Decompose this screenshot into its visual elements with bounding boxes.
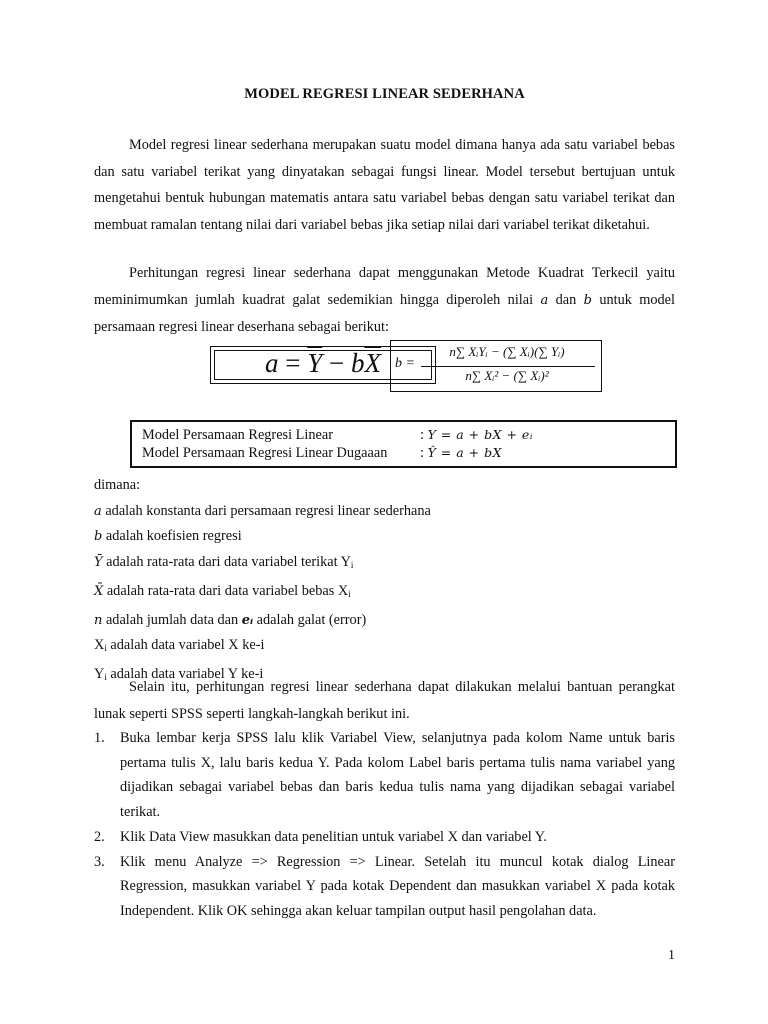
formula-a-ybar: $\overline{Y}$ bbox=[307, 348, 323, 378]
definitions-heading: dimana: bbox=[94, 477, 141, 493]
definition-text: adalah jumlah data dan bbox=[102, 611, 242, 628]
var-b: b bbox=[583, 292, 592, 308]
definition-text: adalah galat (error) bbox=[253, 611, 367, 628]
model-equation: Ŷ = a + bX bbox=[427, 445, 503, 460]
formula-a-b: b bbox=[351, 348, 365, 378]
formula-slope-lhs: b = bbox=[395, 356, 415, 371]
paragraph-intro-text: Model regresi linear sederhana merupakan suatu model dimana hanya ada satu variabel bebas dan satu variabel terikat yang dinyatakan sebagai fungsi linear. Model tersebut bertujuan untuk mengetahui bentuk hubungan matematis antara satu variabel bebas dengan satu variabel terikat dan membuat ramalan tentang nilai dari variabel bebas jika setiap nilai dari variabel terikat diketahui. bbox=[94, 137, 675, 233]
definition-symbol: Ȳ bbox=[94, 555, 103, 571]
paragraph-method-and: dan bbox=[555, 291, 577, 308]
definition-item bbox=[94, 499, 675, 525]
paragraph-method bbox=[94, 260, 675, 341]
model-separator: : bbox=[420, 445, 424, 461]
definition-symbol: n bbox=[94, 612, 103, 628]
formula-a-lhs: a bbox=[265, 348, 279, 378]
formula-a-minus: − bbox=[322, 348, 351, 378]
definition-text: adalah koefisien regresi bbox=[102, 528, 242, 545]
definition-text: adalah konstanta dari persamaan regresi linear sederhana bbox=[101, 502, 431, 519]
model-separator: : bbox=[420, 427, 424, 443]
list-item bbox=[94, 726, 675, 825]
definition-item bbox=[94, 608, 675, 634]
list-item-number: 3. bbox=[94, 853, 105, 870]
definition-symbol: eᵢ bbox=[241, 612, 254, 628]
definition-list bbox=[94, 473, 675, 691]
paragraph-spss-text: Selain itu, perhitungan regresi linear sederhana dapat dilakukan melalui bantuan perangkat lunak seperti SPSS seperti langkah-langkah berikut ini. bbox=[94, 679, 675, 722]
definition-symbol: b bbox=[94, 529, 103, 545]
list-item-text: Buka lembar kerja SPSS lalu klik Variabel View, selanjutnya pada kolom Name untuk baris pertama tulis X, lalu baris kedua Y. Pada kolom Label baris pertama tulis nama variabel yang dijadikan sebagai variabel bebas dan baris kedua tulis nama yang dijadikan sebagai variabel terikat. bbox=[120, 730, 675, 821]
definition-text: adalah rata-rata dari data variabel bebas X bbox=[103, 582, 349, 599]
formula-slope-box bbox=[390, 340, 602, 392]
list-item-number: 2. bbox=[94, 828, 105, 845]
definition-text: adalah data variabel Y ke-i bbox=[106, 665, 264, 682]
definition-subscript: i bbox=[350, 560, 354, 571]
list-item bbox=[94, 850, 675, 924]
model-label: Model Persamaan Regresi Linear bbox=[142, 427, 333, 443]
definition-symbol: Y bbox=[94, 665, 105, 682]
paragraph-method-text: Perhitungan regresi linear sederhana dapat menggunakan Metode Kuadrat Terkecil yaitu meminimumkan jumlah kuadrat galat sedemikian hingga diperoleh nilai bbox=[94, 265, 675, 308]
list-item bbox=[94, 825, 675, 850]
definition-subscript: i bbox=[348, 588, 351, 599]
paragraph-intro bbox=[94, 132, 675, 238]
var-a: a bbox=[540, 292, 549, 308]
definition-symbol: a bbox=[94, 503, 102, 519]
list-item-text: Klik menu Analyze => Regression => Linear. Setelah itu muncul kotak dialog Linear Regression, masukkan variabel Y pada kotak Dependent dan masukkan variabel X pada kotak Independent. Klik OK sehingga akan keluar tampilan output hasil pengolahan data. bbox=[120, 853, 675, 919]
definition-item bbox=[94, 524, 675, 550]
model-label: Model Persamaan Regresi Linear Dugaaan bbox=[142, 445, 388, 461]
definition-item bbox=[94, 579, 675, 608]
paragraph-method-text-end: untuk model persamaan regresi linear deserhana sebagai berikut: bbox=[94, 291, 675, 335]
formula-slope-numerator: n∑ XᵢYᵢ − (∑ Xᵢ)(∑ Yᵢ) bbox=[449, 344, 565, 359]
model-equations-box bbox=[130, 420, 677, 468]
model-equation: Y = a + bX + eᵢ bbox=[427, 427, 533, 442]
definition-item bbox=[94, 633, 675, 662]
model-row-linear bbox=[142, 427, 533, 444]
list-item-text: Klik Data View masukkan data penelitian untuk variabel X dan variabel Y. bbox=[120, 828, 547, 845]
formula-a-equals: = bbox=[278, 348, 308, 378]
definition-text: adalah rata-rata dari data variabel terikat Y bbox=[102, 554, 351, 571]
definition-subscript: i bbox=[104, 643, 107, 654]
formula-a-xbar: $\overline{X}$ bbox=[364, 348, 381, 378]
definition-text: adalah data variabel X ke-i bbox=[106, 637, 265, 654]
page-number: 1 bbox=[668, 948, 675, 963]
formula-slope-denominator: n∑ Xᵢ² − (∑ Xᵢ)² bbox=[465, 368, 549, 383]
page-title: MODEL REGRESI LINEAR SEDERHANA bbox=[244, 86, 525, 102]
fraction-bar bbox=[421, 366, 595, 367]
definition-subscript: i bbox=[104, 671, 107, 682]
definition-item bbox=[94, 550, 675, 579]
model-row-estimated bbox=[142, 445, 502, 462]
steps-list bbox=[94, 726, 675, 924]
definition-symbol: X̄ bbox=[94, 583, 104, 599]
list-item-number: 1. bbox=[94, 730, 105, 746]
definition-symbol: X bbox=[94, 637, 105, 654]
